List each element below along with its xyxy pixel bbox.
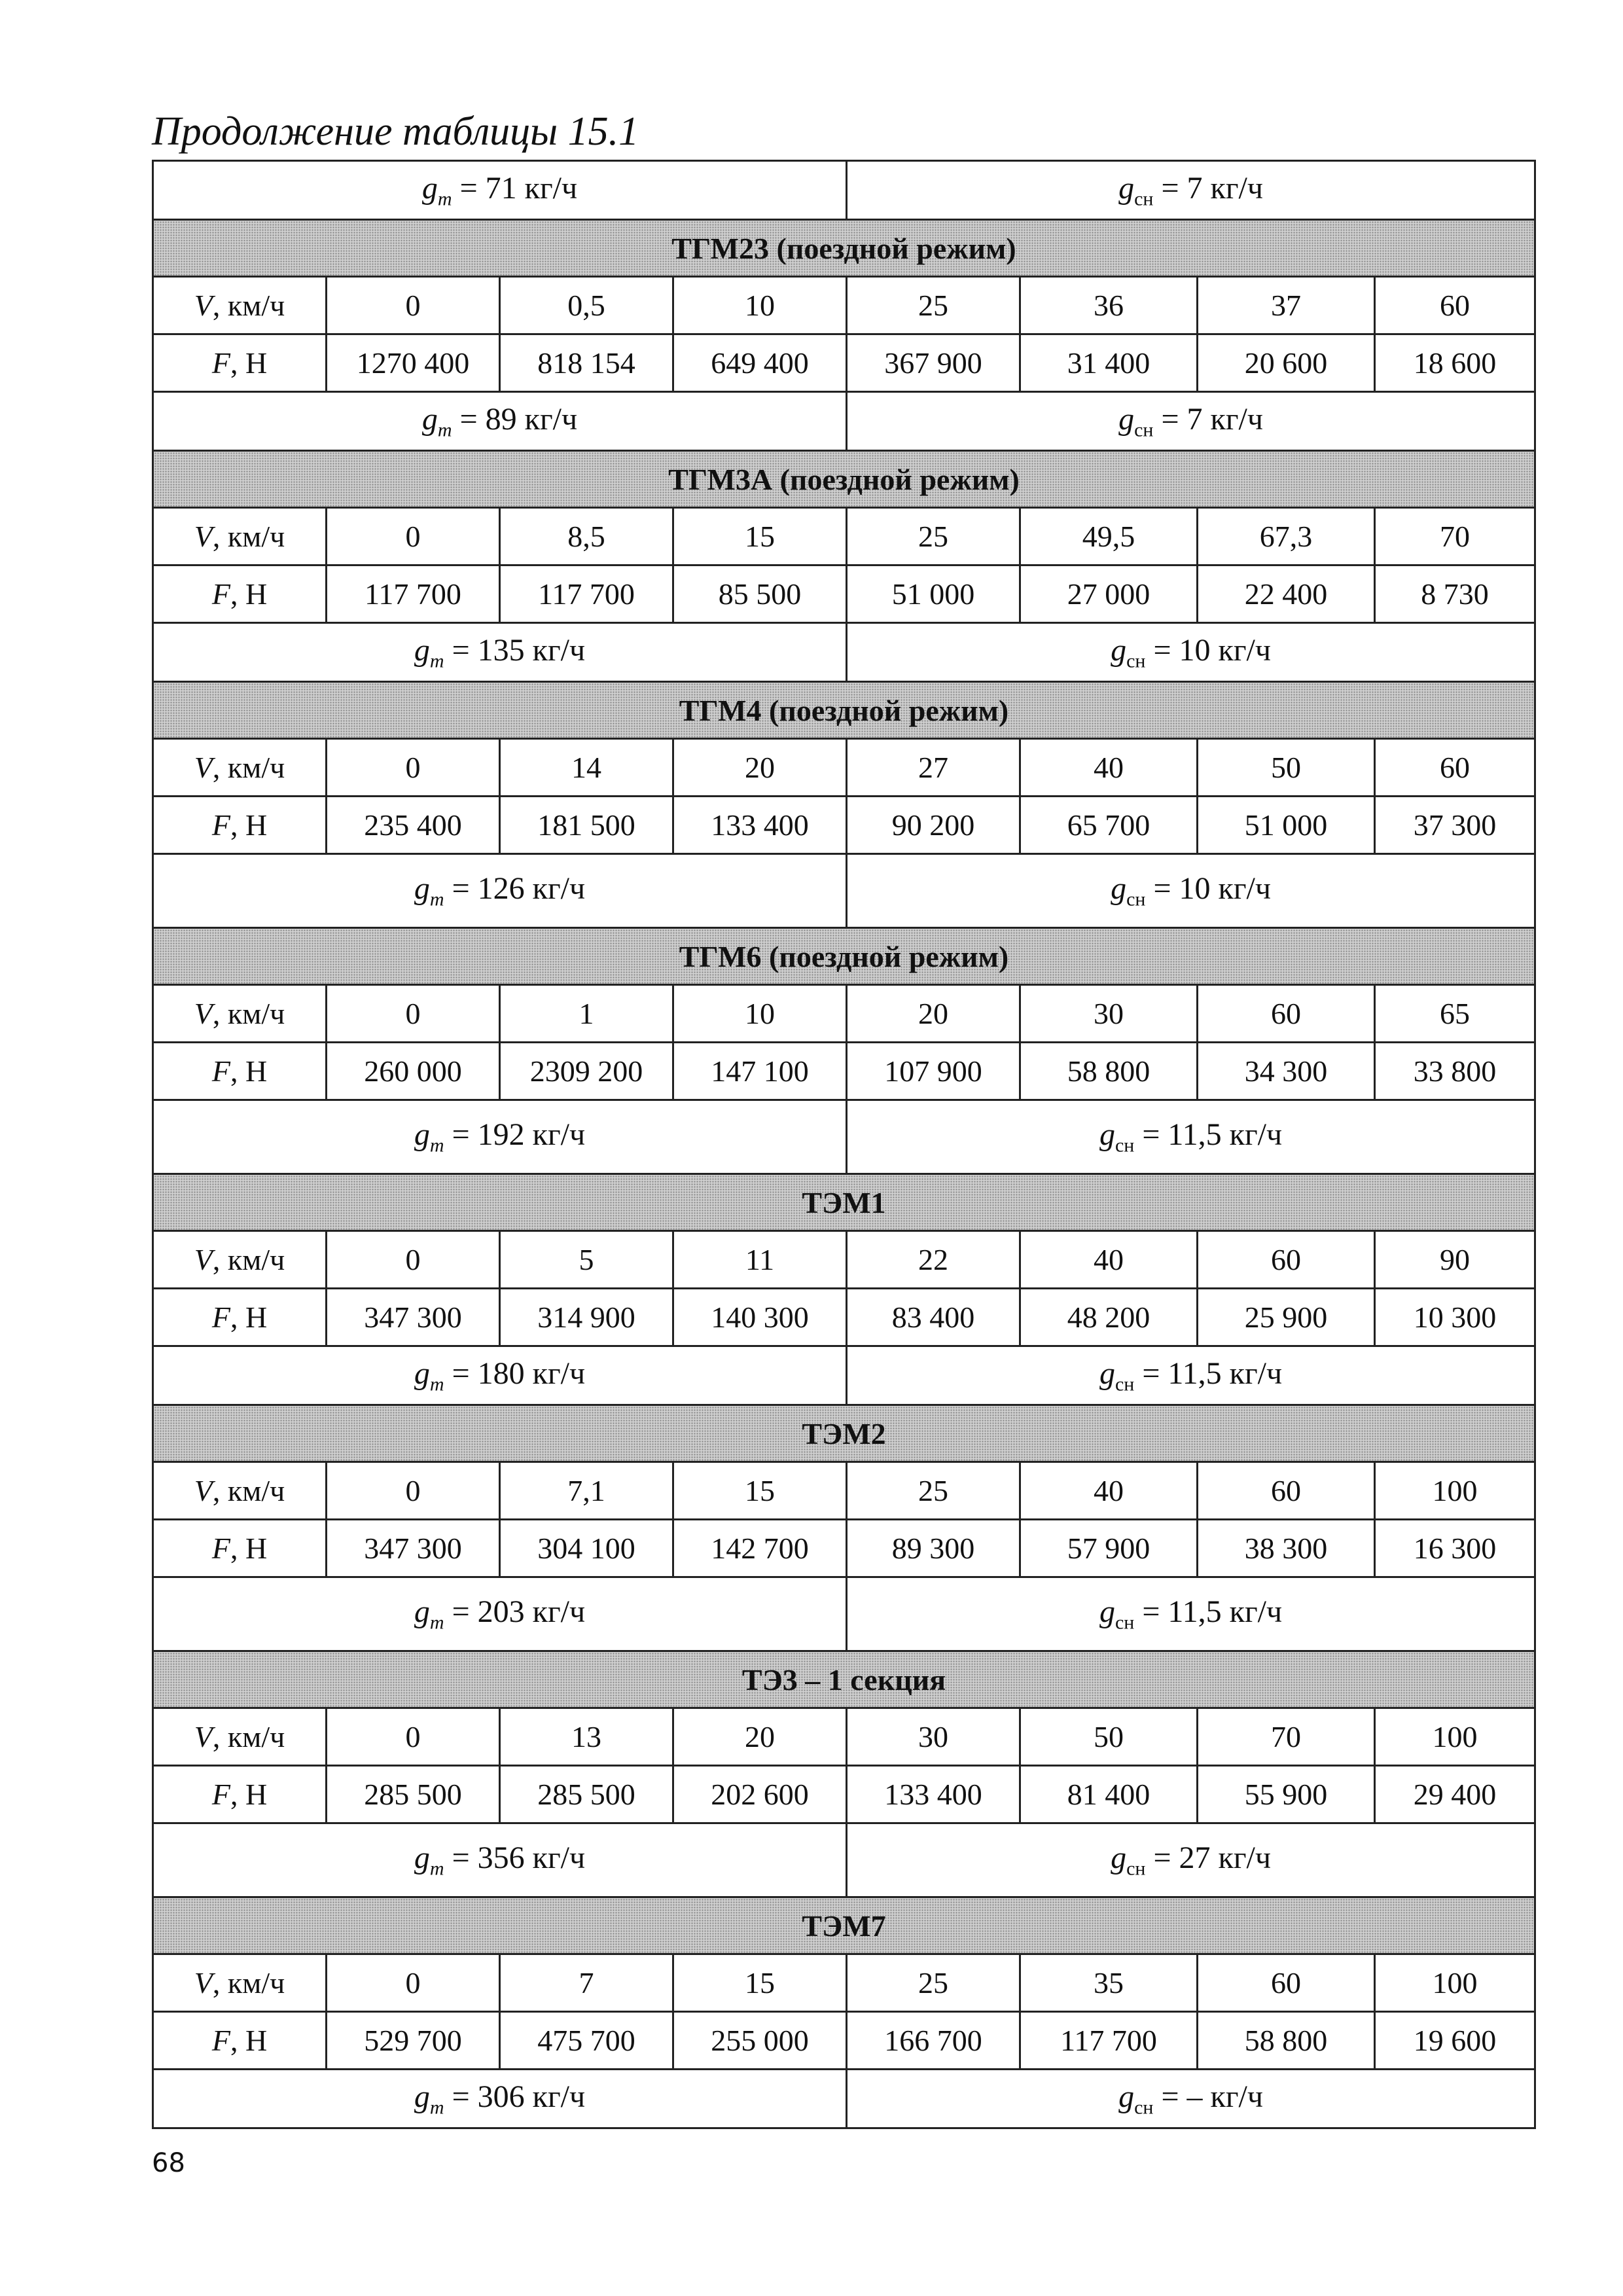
- gsn-value: 27 кг/ч: [1179, 1840, 1272, 1876]
- force-row: [153, 1289, 1535, 1346]
- gm-cell: $g_m = 356$ кг/ч: [153, 1823, 847, 1897]
- gm-cell: $g_m = 89$ кг/ч: [153, 392, 847, 451]
- value-cell: 33 800: [1375, 1043, 1535, 1100]
- value-cell: 347 300: [327, 1289, 500, 1346]
- value-cell: 0: [327, 1231, 500, 1289]
- value-cell: 35: [1020, 1954, 1198, 2012]
- value-cell: 25: [847, 508, 1020, 565]
- value-cell: 0: [327, 985, 500, 1043]
- row-label: V, км/ч: [153, 985, 327, 1043]
- value-cell: 30: [847, 1708, 1020, 1766]
- value-cell: 0: [327, 739, 500, 797]
- page-number: 68: [152, 2148, 185, 2178]
- value-cell: 100: [1375, 1954, 1535, 2012]
- value-cell: 70: [1198, 1708, 1375, 1766]
- value-cell: 60: [1198, 1462, 1375, 1520]
- table-caption: Продолжение таблицы 15.1: [152, 109, 639, 154]
- speed-row: [153, 1231, 1535, 1289]
- value-cell: 13: [500, 1708, 673, 1766]
- force-row: [153, 1043, 1535, 1100]
- value-cell: 29 400: [1375, 1766, 1535, 1823]
- value-cell: 60: [1198, 1231, 1375, 1289]
- row-label: V, км/ч: [153, 1231, 327, 1289]
- value-cell: 133 400: [847, 1766, 1020, 1823]
- force-row: [153, 334, 1535, 392]
- row-label: F, Н: [153, 1520, 327, 1577]
- row-label: V, км/ч: [153, 739, 327, 797]
- row-label: V, км/ч: [153, 508, 327, 565]
- value-cell: 7: [500, 1954, 673, 2012]
- value-cell: 58 800: [1198, 2012, 1375, 2070]
- row-label: F, Н: [153, 565, 327, 623]
- speed-row: [153, 1954, 1535, 2012]
- gm-cell: $g_m = 203$ кг/ч: [153, 1577, 847, 1651]
- value-cell: 85 500: [673, 565, 847, 623]
- value-cell: 25: [847, 1462, 1020, 1520]
- gsn-value: – кг/ч: [1186, 2079, 1264, 2114]
- value-cell: 14: [500, 739, 673, 797]
- value-cell: 81 400: [1020, 1766, 1198, 1823]
- speed-row: [153, 1462, 1535, 1520]
- value-cell: 181 500: [500, 797, 673, 854]
- value-cell: 51 000: [847, 565, 1020, 623]
- row-label: F, Н: [153, 1289, 327, 1346]
- fuel-rate-row: [153, 854, 1535, 928]
- fuel-rate-row: [153, 1577, 1535, 1651]
- value-cell: 15: [673, 508, 847, 565]
- value-cell: 83 400: [847, 1289, 1020, 1346]
- value-cell: 15: [673, 1954, 847, 2012]
- row-label: F, Н: [153, 1043, 327, 1100]
- value-cell: 10 300: [1375, 1289, 1535, 1346]
- section-title: ТЭ3 – 1 секция: [153, 1651, 1535, 1708]
- value-cell: 100: [1375, 1462, 1535, 1520]
- section-title: ТЭМ1: [153, 1174, 1535, 1231]
- value-cell: 37: [1198, 277, 1375, 334]
- speed-row: [153, 508, 1535, 565]
- value-cell: 133 400: [673, 797, 847, 854]
- value-cell: 30: [1020, 985, 1198, 1043]
- gsn-cell: $g_{сн}$ = – кг/ч: [847, 2070, 1535, 2128]
- value-cell: 0: [327, 1708, 500, 1766]
- section-title: ТГМ4 (поездной режим): [153, 682, 1535, 739]
- value-cell: 60: [1198, 1954, 1375, 2012]
- section-title: ТГМ3А (поездной режим): [153, 451, 1535, 508]
- value-cell: 40: [1020, 1231, 1198, 1289]
- section-title: ТГМ6 (поездной режим): [153, 928, 1535, 985]
- section-title: ТЭМ2: [153, 1405, 1535, 1462]
- force-row: [153, 2012, 1535, 2070]
- value-cell: 90: [1375, 1231, 1535, 1289]
- value-cell: 0: [327, 508, 500, 565]
- gm-value: 126 кг/ч: [477, 871, 586, 906]
- value-cell: 50: [1198, 739, 1375, 797]
- value-cell: 37 300: [1375, 797, 1535, 854]
- value-cell: 15: [673, 1462, 847, 1520]
- value-cell: 22: [847, 1231, 1020, 1289]
- row-label: F, Н: [153, 797, 327, 854]
- value-cell: 51 000: [1198, 797, 1375, 854]
- gsn-value: 11,5 кг/ч: [1168, 1117, 1283, 1153]
- value-cell: 235 400: [327, 797, 500, 854]
- value-cell: 1: [500, 985, 673, 1043]
- force-row: [153, 565, 1535, 623]
- value-cell: 58 800: [1020, 1043, 1198, 1100]
- value-cell: 260 000: [327, 1043, 500, 1100]
- gm-cell: $g_m = 192$ кг/ч: [153, 1100, 847, 1174]
- gsn-value: 11,5 кг/ч: [1168, 1594, 1283, 1630]
- gm-value: 356 кг/ч: [477, 1840, 586, 1876]
- gsn-cell: $g_{сн} = 11,5$ кг/ч: [847, 1346, 1535, 1405]
- value-cell: 818 154: [500, 334, 673, 392]
- speed-row: [153, 985, 1535, 1043]
- value-cell: 117 700: [500, 565, 673, 623]
- value-cell: 90 200: [847, 797, 1020, 854]
- value-cell: 60: [1198, 985, 1375, 1043]
- value-cell: 304 100: [500, 1520, 673, 1577]
- value-cell: 48 200: [1020, 1289, 1198, 1346]
- value-cell: 27: [847, 739, 1020, 797]
- value-cell: 0,5: [500, 277, 673, 334]
- section-header-row: [153, 682, 1535, 739]
- value-cell: 8,5: [500, 508, 673, 565]
- gsn-value: 7 кг/ч: [1186, 170, 1264, 206]
- gm-value: 180 кг/ч: [477, 1355, 586, 1391]
- value-cell: 475 700: [500, 2012, 673, 2070]
- fuel-rate-row: [153, 1823, 1535, 1897]
- row-label: V, км/ч: [153, 1708, 327, 1766]
- section-title: ТГМ23 (поездной режим): [153, 220, 1535, 277]
- value-cell: 117 700: [1020, 2012, 1198, 2070]
- fuel-rate-row: [153, 2070, 1535, 2128]
- force-row: [153, 1766, 1535, 1823]
- fuel-rate-row: [153, 392, 1535, 451]
- value-cell: 60: [1375, 739, 1535, 797]
- value-cell: 38 300: [1198, 1520, 1375, 1577]
- value-cell: 147 100: [673, 1043, 847, 1100]
- gsn-cell: $g_{сн} = 10$ кг/ч: [847, 854, 1535, 928]
- gsn-cell: $g_{сн} = 11,5$ кг/ч: [847, 1577, 1535, 1651]
- value-cell: 34 300: [1198, 1043, 1375, 1100]
- value-cell: 107 900: [847, 1043, 1020, 1100]
- section-header-row: [153, 928, 1535, 985]
- section-header-row: [153, 1897, 1535, 1954]
- section-header-row: [153, 451, 1535, 508]
- speed-row: [153, 739, 1535, 797]
- value-cell: 25: [847, 1954, 1020, 2012]
- gsn-value: 11,5 кг/ч: [1168, 1355, 1283, 1391]
- value-cell: 10: [673, 277, 847, 334]
- fuel-rate-row: [153, 1346, 1535, 1405]
- gsn-value: 10 кг/ч: [1179, 632, 1272, 668]
- value-cell: 20: [847, 985, 1020, 1043]
- value-cell: 31 400: [1020, 334, 1198, 392]
- gsn-cell: $g_{сн} = 7$ кг/ч: [847, 392, 1535, 451]
- value-cell: 70: [1375, 508, 1535, 565]
- value-cell: 25 900: [1198, 1289, 1375, 1346]
- value-cell: 65: [1375, 985, 1535, 1043]
- gsn-cell: $g_{сн} = 11,5$ кг/ч: [847, 1100, 1535, 1174]
- value-cell: 5: [500, 1231, 673, 1289]
- section-title: ТЭМ7: [153, 1897, 1535, 1954]
- gm-value: 89 кг/ч: [485, 401, 578, 437]
- value-cell: 255 000: [673, 2012, 847, 2070]
- value-cell: 285 500: [327, 1766, 500, 1823]
- gsn-cell: $g_{сн} = 27$ кг/ч: [847, 1823, 1535, 1897]
- gsn-cell: $g_{сн} = 10$ кг/ч: [847, 623, 1535, 682]
- gm-cell: $g_m = 306$ кг/ч: [153, 2070, 847, 2128]
- value-cell: 649 400: [673, 334, 847, 392]
- value-cell: 20: [673, 739, 847, 797]
- value-cell: 367 900: [847, 334, 1020, 392]
- row-label: V, км/ч: [153, 277, 327, 334]
- speed-row: [153, 1708, 1535, 1766]
- value-cell: 22 400: [1198, 565, 1375, 623]
- value-cell: 36: [1020, 277, 1198, 334]
- value-cell: 89 300: [847, 1520, 1020, 1577]
- fuel-rate-row: [153, 1100, 1535, 1174]
- gm-cell: $g_m = 71$ кг/ч: [153, 161, 847, 220]
- value-cell: 0: [327, 277, 500, 334]
- value-cell: 18 600: [1375, 334, 1535, 392]
- value-cell: 529 700: [327, 2012, 500, 2070]
- gm-cell: $g_m = 135$ кг/ч: [153, 623, 847, 682]
- value-cell: 25: [847, 277, 1020, 334]
- value-cell: 40: [1020, 739, 1198, 797]
- value-cell: 57 900: [1020, 1520, 1198, 1577]
- gsn-value: 10 кг/ч: [1179, 871, 1272, 906]
- value-cell: 117 700: [327, 565, 500, 623]
- value-cell: 67,3: [1198, 508, 1375, 565]
- value-cell: 16 300: [1375, 1520, 1535, 1577]
- value-cell: 347 300: [327, 1520, 500, 1577]
- section-header-row: [153, 1405, 1535, 1462]
- value-cell: 55 900: [1198, 1766, 1375, 1823]
- value-cell: 27 000: [1020, 565, 1198, 623]
- speed-row: [153, 277, 1535, 334]
- value-cell: 100: [1375, 1708, 1535, 1766]
- value-cell: 60: [1375, 277, 1535, 334]
- value-cell: 10: [673, 985, 847, 1043]
- row-label: F, Н: [153, 334, 327, 392]
- traction-table: [152, 160, 1536, 2129]
- section-header-row: [153, 1651, 1535, 1708]
- value-cell: 166 700: [847, 2012, 1020, 2070]
- gm-value: 192 кг/ч: [477, 1117, 586, 1153]
- section-header-row: [153, 1174, 1535, 1231]
- value-cell: 285 500: [500, 1766, 673, 1823]
- value-cell: 140 300: [673, 1289, 847, 1346]
- gm-value: 203 кг/ч: [477, 1594, 586, 1630]
- row-label: F, Н: [153, 2012, 327, 2070]
- value-cell: 7,1: [500, 1462, 673, 1520]
- value-cell: 11: [673, 1231, 847, 1289]
- gm-cell: $g_m = 126$ кг/ч: [153, 854, 847, 928]
- gm-cell: $g_m = 180$ кг/ч: [153, 1346, 847, 1405]
- row-label: V, км/ч: [153, 1954, 327, 2012]
- value-cell: 314 900: [500, 1289, 673, 1346]
- section-header-row: [153, 220, 1535, 277]
- row-label: F, Н: [153, 1766, 327, 1823]
- gm-value: 306 кг/ч: [477, 2079, 586, 2114]
- fuel-rate-row: [153, 623, 1535, 682]
- value-cell: 142 700: [673, 1520, 847, 1577]
- value-cell: 19 600: [1375, 2012, 1535, 2070]
- fuel-rate-row: [153, 161, 1535, 220]
- value-cell: 0: [327, 1462, 500, 1520]
- gm-value: 135 кг/ч: [477, 632, 586, 668]
- value-cell: 0: [327, 1954, 500, 2012]
- force-row: [153, 797, 1535, 854]
- value-cell: 49,5: [1020, 508, 1198, 565]
- value-cell: 1270 400: [327, 334, 500, 392]
- gm-value: 71 кг/ч: [485, 170, 578, 206]
- value-cell: 20 600: [1198, 334, 1375, 392]
- force-row: [153, 1520, 1535, 1577]
- value-cell: 202 600: [673, 1766, 847, 1823]
- row-label: V, км/ч: [153, 1462, 327, 1520]
- value-cell: 40: [1020, 1462, 1198, 1520]
- value-cell: 50: [1020, 1708, 1198, 1766]
- gsn-value: 7 кг/ч: [1186, 401, 1264, 437]
- gsn-cell: $g_{сн} = 7$ кг/ч: [847, 161, 1535, 220]
- value-cell: 65 700: [1020, 797, 1198, 854]
- value-cell: 8 730: [1375, 565, 1535, 623]
- value-cell: 2309 200: [500, 1043, 673, 1100]
- value-cell: 20: [673, 1708, 847, 1766]
